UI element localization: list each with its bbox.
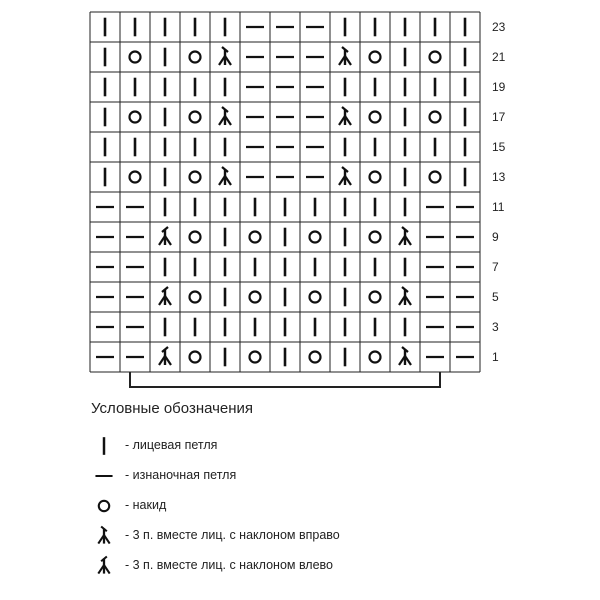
chart-cell xyxy=(159,347,171,365)
chart-cell xyxy=(370,352,381,363)
legend-symbol-icon xyxy=(95,555,121,577)
chart-cell xyxy=(250,292,261,303)
chart-cell xyxy=(310,352,321,363)
legend-item-label: - лицевая петля xyxy=(125,438,218,452)
chart-cell xyxy=(310,232,321,243)
row-label: 17 xyxy=(492,110,506,124)
chart-cell xyxy=(339,167,351,185)
row-label: 23 xyxy=(492,20,506,34)
legend-symbol-icon xyxy=(95,465,121,487)
chart-cell xyxy=(430,52,441,63)
chart-cell xyxy=(159,227,171,245)
legend-item-label: - 3 п. вместе лиц. с наклоном влево xyxy=(125,558,334,572)
legend-symbol-icon xyxy=(95,435,121,457)
legend-item xyxy=(95,555,495,577)
chart-cell xyxy=(190,232,201,243)
chart-cell xyxy=(250,352,261,363)
chart-cell xyxy=(430,172,441,183)
chart-cell xyxy=(219,167,231,185)
chart-cell xyxy=(370,172,381,183)
chart-cell xyxy=(130,172,141,183)
legend-title: Условные обозначения xyxy=(91,400,254,417)
chart-cell xyxy=(190,292,201,303)
row-label: 5 xyxy=(492,290,499,304)
chart-cell xyxy=(219,107,231,125)
legend-item-label: - 3 п. вместе лиц. с наклоном вправо xyxy=(125,528,340,542)
legend-item xyxy=(95,525,495,547)
chart-cell xyxy=(370,292,381,303)
legend-item-label: - накид xyxy=(125,498,167,512)
chart-cell xyxy=(370,112,381,123)
chart-cell xyxy=(190,52,201,63)
legend-symbol-icon xyxy=(95,495,121,517)
chart-cell xyxy=(370,52,381,63)
chart-cell xyxy=(310,292,321,303)
row-label: 3 xyxy=(492,320,499,334)
legend-item-label: - изнаночная петля xyxy=(125,468,237,482)
row-label: 7 xyxy=(492,260,499,274)
row-label: 19 xyxy=(492,80,506,94)
chart-cell xyxy=(399,347,411,365)
chart-cell xyxy=(159,287,171,305)
legend-item xyxy=(95,465,495,487)
chart-cell xyxy=(250,232,261,243)
row-label: 15 xyxy=(492,140,506,154)
chart-grid xyxy=(90,12,480,372)
chart-cell xyxy=(219,47,231,65)
chart-cell xyxy=(130,52,141,63)
chart-cell xyxy=(339,107,351,125)
row-label: 13 xyxy=(492,170,506,184)
legend-item xyxy=(95,495,495,517)
chart-cell xyxy=(399,287,411,305)
row-label: 1 xyxy=(492,350,499,364)
chart-cell xyxy=(370,232,381,243)
row-label: 21 xyxy=(492,50,506,64)
chart-cell xyxy=(399,227,411,245)
legend-symbol-icon xyxy=(95,525,121,547)
chart-cell xyxy=(130,112,141,123)
legend-item xyxy=(95,435,495,457)
chart-cell xyxy=(190,172,201,183)
chart-cell xyxy=(190,112,201,123)
chart-cell xyxy=(339,47,351,65)
chart-cell xyxy=(190,352,201,363)
row-label: 11 xyxy=(492,200,505,214)
row-label: 9 xyxy=(492,230,499,244)
repeat-bracket xyxy=(130,372,440,387)
chart-cell xyxy=(430,112,441,123)
